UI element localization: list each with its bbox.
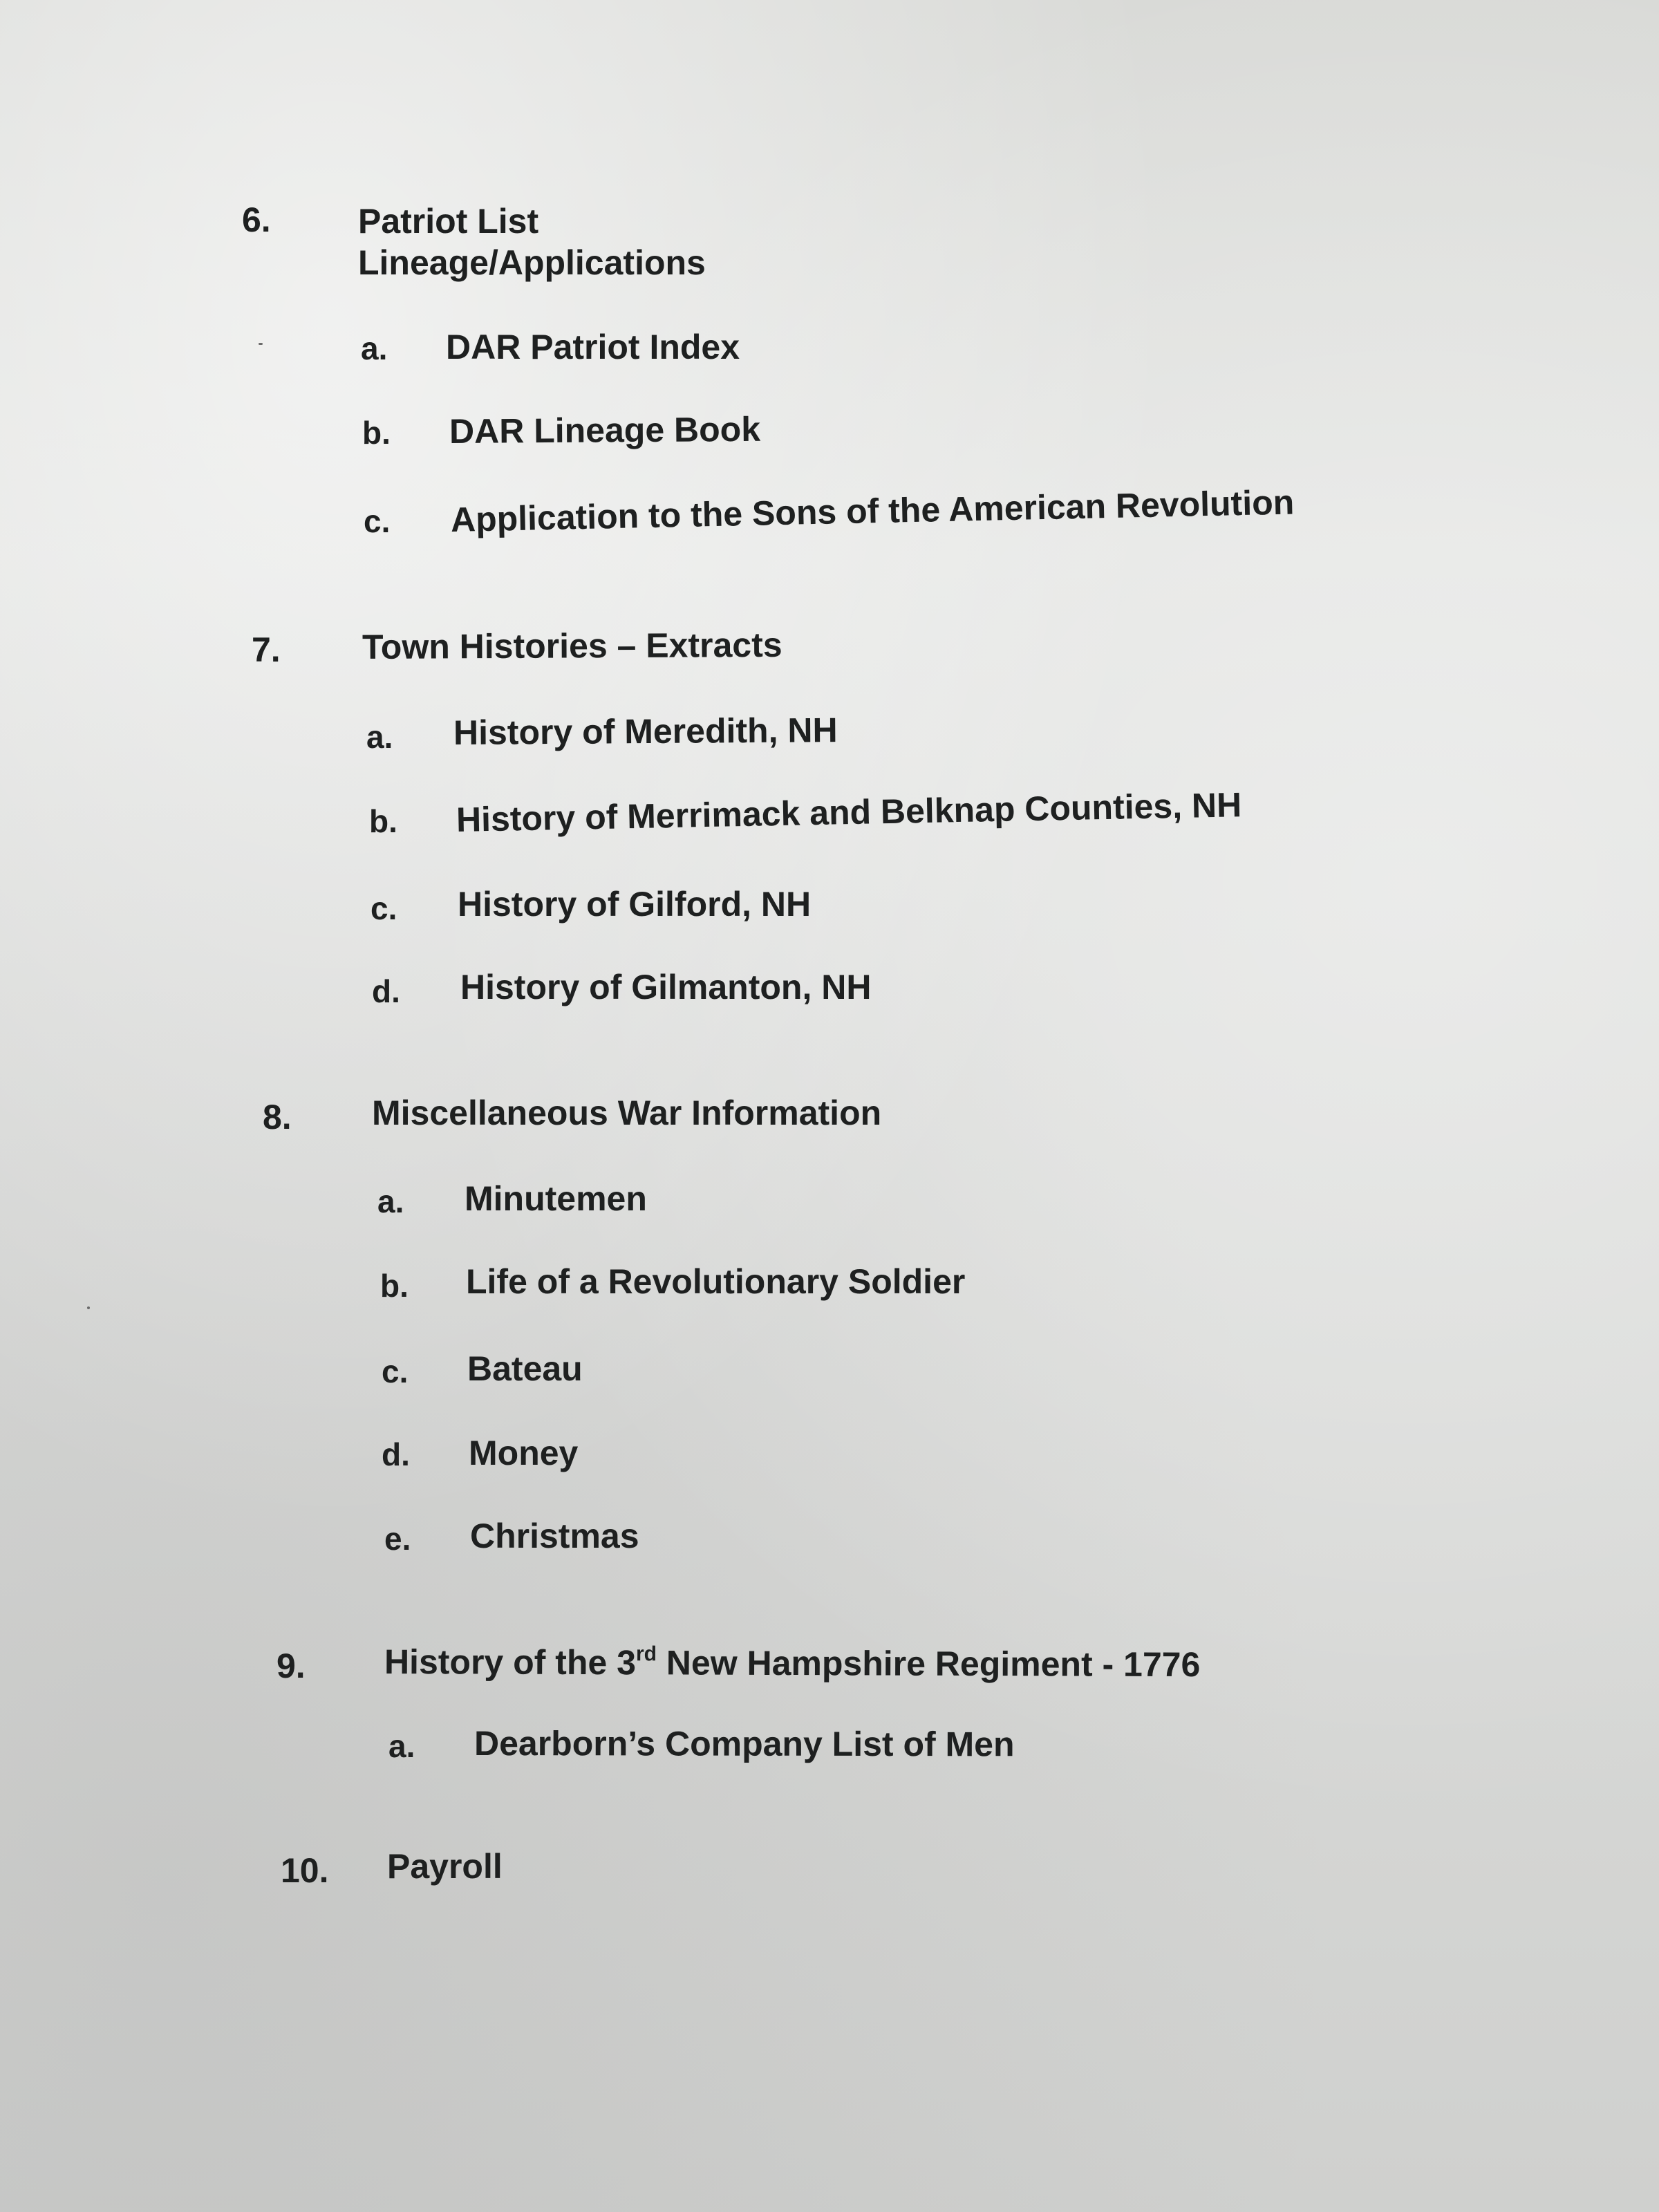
section-8-item-d: Money xyxy=(469,1434,579,1472)
section-9-number: 9. xyxy=(276,1647,306,1685)
section-8-item-b: Life of a Revolutionary Soldier xyxy=(466,1262,966,1301)
section-6-title: Patriot List xyxy=(358,202,539,241)
section-8-number: 8. xyxy=(263,1098,292,1136)
section-8-item-b-letter: b. xyxy=(380,1268,409,1304)
section-6-item-a-letter: a. xyxy=(361,330,388,366)
section-9-title-prefix: History of the 3 xyxy=(384,1642,637,1683)
section-6-item-a: DAR Patriot Index xyxy=(446,328,740,366)
paper-speck xyxy=(87,1306,90,1309)
section-6-item-c-letter: c. xyxy=(364,503,391,539)
section-7-item-d-letter: d. xyxy=(372,973,400,1009)
section-9-item-a-letter: a. xyxy=(388,1728,415,1764)
section-6-item-b: DAR Lineage Book xyxy=(449,409,761,451)
section-8-item-e-letter: e. xyxy=(384,1521,411,1557)
section-8-item-d-letter: d. xyxy=(382,1436,410,1472)
paper-speck xyxy=(259,343,263,345)
section-10-number: 10. xyxy=(281,1851,329,1890)
section-7-number: 7. xyxy=(252,630,281,669)
section-8-item-a-letter: a. xyxy=(377,1183,404,1219)
section-6-title-line2: Lineage/Applications xyxy=(358,243,706,282)
section-9-title xyxy=(384,1641,1201,1685)
section-8-item-a: Minutemen xyxy=(465,1179,647,1218)
section-9-title-sup: rd xyxy=(635,1642,657,1666)
section-7-item-a-letter: a. xyxy=(366,719,393,755)
section-8-item-c-letter: c. xyxy=(382,1353,409,1389)
section-6-item-b-letter: b. xyxy=(362,415,391,451)
section-10-title: Payroll xyxy=(387,1847,503,1886)
section-7-title: Town Histories – Extracts xyxy=(362,625,782,666)
section-7-item-c: History of Gilford, NH xyxy=(458,885,812,924)
section-9-title-suffix: New Hampshire Regiment - 1776 xyxy=(656,1643,1201,1685)
section-9-item-a: Dearborn’s Company List of Men xyxy=(474,1724,1015,1764)
section-7-item-c-letter: c. xyxy=(371,890,397,926)
section-7-item-b: History of Merrimack and Belknap Counties, NH xyxy=(456,785,1242,839)
section-6-item-c: Application to the Sons of the American Revolution xyxy=(450,482,1295,539)
section-7-item-b-letter: b. xyxy=(369,803,397,839)
section-8-title: Miscellaneous War Information xyxy=(372,1094,882,1132)
section-8-item-e: Christmas xyxy=(470,1517,639,1555)
section-7-item-d: History of Gilmanton, NH xyxy=(460,968,872,1006)
section-6-number: 6. xyxy=(242,200,271,239)
section-7-item-a: History of Meredith, NH xyxy=(453,711,838,752)
section-8-item-c: Bateau xyxy=(467,1349,583,1388)
